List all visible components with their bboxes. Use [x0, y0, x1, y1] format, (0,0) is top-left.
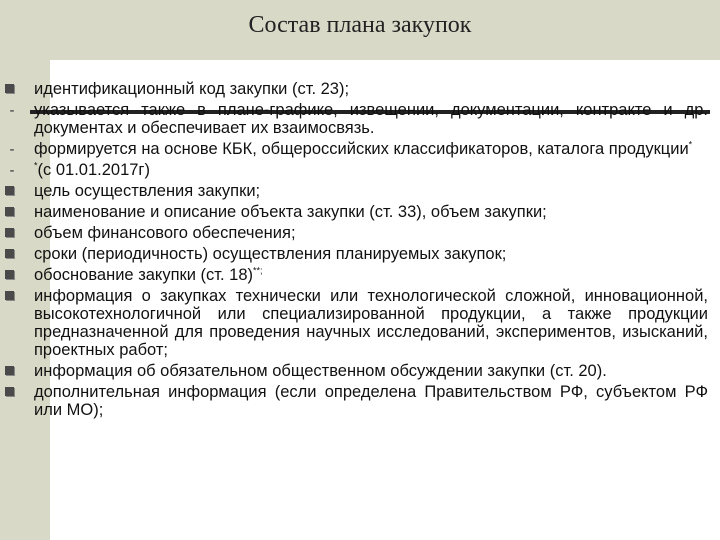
list-item — [0, 266, 720, 284]
list-item — [0, 161, 720, 179]
square-bullet-icon — [5, 186, 14, 195]
dash-bullet: - — [9, 102, 15, 119]
list-item-text: объем финансового обеспечения; — [34, 224, 296, 242]
square-bullet-icon — [5, 270, 14, 279]
square-bullet-icon — [5, 84, 14, 93]
list-item — [0, 245, 720, 263]
dash-bullet: - — [9, 162, 15, 179]
list-item-text: дополнительная информация (если определена Правительством РФ, субъектом РФ или МО); — [34, 383, 708, 419]
square-bullet-icon — [5, 366, 14, 375]
list-item-text: формируется на основе КБК, общероссийских классификаторов, каталога продукции — [34, 140, 689, 158]
square-bullet-icon — [5, 228, 14, 237]
list-item-text: информация о закупках технически или технологической сложной, инновационной, высокотехнологичной или специализированной продукции, а также продукции предназначенной для проведения научных исследований, экспериментов, изысканий, проектных работ; — [34, 287, 708, 359]
list-item — [0, 287, 720, 359]
footnote-mark: * — [34, 160, 38, 171]
footnote-mark: **; — [253, 265, 263, 276]
square-bullet-icon — [5, 249, 14, 258]
list-item — [0, 80, 720, 98]
list-item — [0, 101, 720, 137]
page-title: Состав плана закупок — [248, 12, 472, 38]
list-item — [0, 140, 720, 158]
list-item-text: идентификационный код закупки (ст. 23); — [34, 80, 350, 98]
content-list — [0, 80, 720, 422]
square-bullet-icon — [5, 387, 14, 396]
list-item-text: сроки (периодичность) осуществления планируемых закупок; — [34, 245, 507, 263]
square-bullet-icon — [5, 207, 14, 216]
list-item — [0, 224, 720, 242]
square-bullet-icon — [5, 291, 14, 300]
list-item-text: информация об обязательном общественном обсуждении закупки (ст. 20). — [34, 362, 607, 380]
list-item — [0, 182, 720, 200]
list-item-text: цель осуществления закупки; — [34, 182, 261, 200]
list-item-text: (с 01.01.2017г) — [37, 161, 150, 179]
list-item — [0, 203, 720, 221]
list-item — [0, 383, 720, 419]
list-item-text: указывается также в плане-графике, извещении, документации, контракте и др. документах и обеспечивает их взаимосвязь. — [34, 101, 708, 137]
list-item-text: обоснование закупки (ст. 18) — [34, 266, 254, 284]
footnote-mark: * — [688, 139, 693, 150]
list-item — [0, 362, 720, 380]
dash-bullet: - — [9, 141, 15, 158]
list-item-text: наименование и описание объекта закупки (ст. 33), объем закупки; — [34, 203, 547, 221]
